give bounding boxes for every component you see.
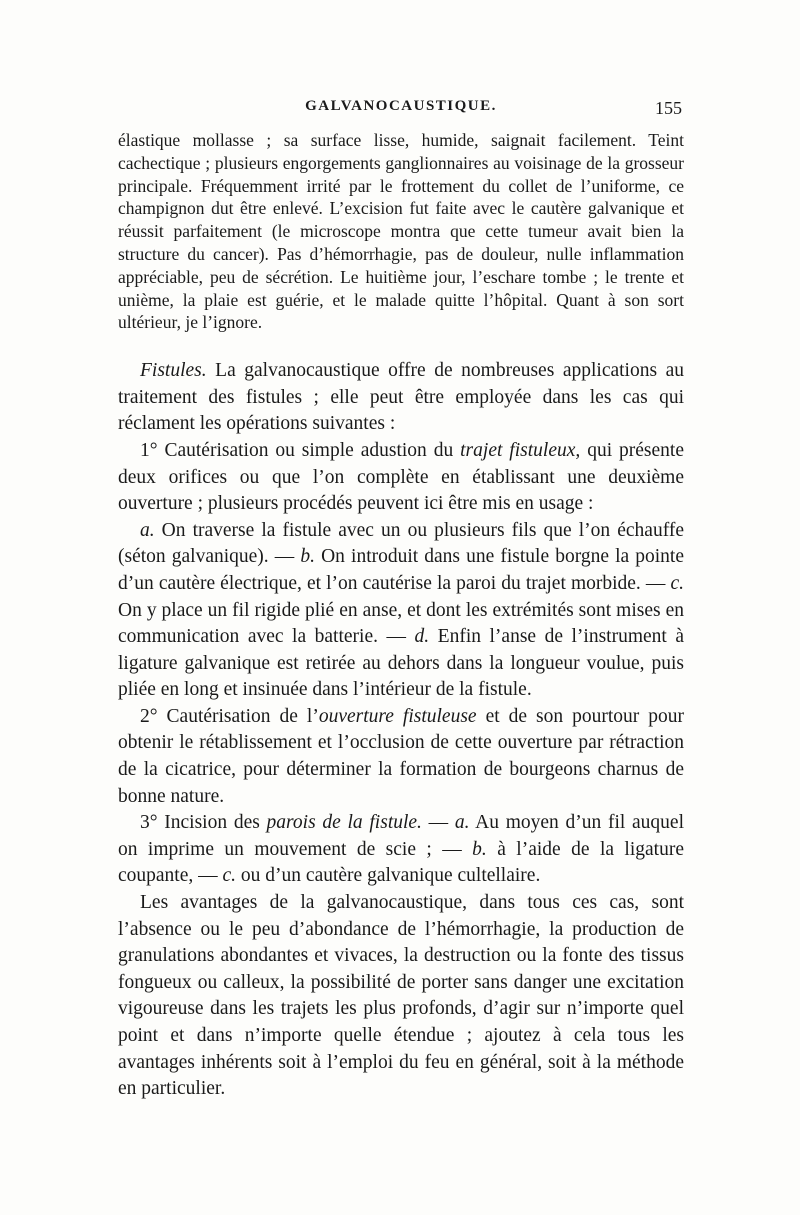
paragraph bbox=[118, 890, 684, 1103]
paragraph bbox=[118, 518, 684, 704]
text-run: élastique mollasse ; sa surface lisse, humide, saignait facilement. Teint cachectique ; plusieurs engorgements ganglionnaires au voisinage de la grosseur principale. Fréquemment irrité par le frottement du collet de l’uniforme, ce champignon dut être enlevé. L’excision fut faite avec le cautère galvanique et réussit parfaitement (le microscope montra que cette tumeur avait bien la structure du cancer). Pas d’hémorrhagie, pas de douleur, nulle inflammation appréciable, peu de sécrétion. Le huitième jour, l’eschare tombe ; le trente et unième, la plaie est guérie, et le malade quitte l’hôpital. Quant à son sort ultérieur, je l’ignore. bbox=[118, 130, 684, 333]
text-run: — bbox=[421, 812, 455, 834]
italic-text: Fistules. bbox=[140, 360, 207, 382]
running-head bbox=[118, 98, 684, 122]
italic-text: ouverture fistuleuse bbox=[318, 705, 477, 727]
paragraph bbox=[118, 358, 684, 438]
running-title: GALVANOCAUSTIQUE. bbox=[305, 98, 497, 114]
italic-text: c. bbox=[222, 865, 237, 887]
paragraph bbox=[118, 438, 684, 518]
text-run: Les avantages de la galvanocaustique, dans tous ces cas, sont l’absence ou le peu d’abondance de l’hémorrhagie, la production de granulations abondantes et vivaces, la destruction ou la fonte des tissus fongueux ou calleux, la possibilité de porter sans danger une excitation vigoureuse dans les trajets les plus profonds, d’agir sur n’importe quel point et dans n’importe quelle étendue ; ajoutez à cela tous les avantages inhérents soit à l’emploi du feu en général, soit à la méthode en particulier. bbox=[118, 892, 684, 1100]
paragraph bbox=[118, 129, 684, 334]
italic-text: b. bbox=[472, 838, 487, 860]
italic-text: a. bbox=[454, 812, 470, 834]
text-run: qui présente deux orifices ou que l’on complète en établissant une deuxième ouverture ; plusieurs procédés peuvent ici être mis en usage : bbox=[118, 439, 684, 515]
body-text bbox=[118, 129, 684, 1103]
text-run: On introduit dans une fistule borgne la pointe d’un cautère électrique, et l’on cautérise la paroi du trajet morbide. — bbox=[118, 546, 685, 594]
paragraph bbox=[118, 704, 684, 810]
paragraph bbox=[118, 810, 684, 890]
italic-text: d. bbox=[414, 626, 430, 648]
text-run: à l’aide de la ligature coupante, — bbox=[118, 838, 684, 887]
text-run: 1° Cautérisation ou simple adustion du bbox=[140, 439, 461, 461]
text-run: La galvanocaustique offre de nombreuses applications au traitement des fistules ; elle peut être employée dans les cas qui réclament les opérations suivantes : bbox=[118, 360, 684, 435]
italic-text: parois de la fistule. bbox=[266, 812, 422, 834]
text-run: On traverse la fistule avec un ou plusieurs fils que l’on échauffe (séton galvanique). — bbox=[118, 519, 684, 568]
italic-text: trajet fistuleux, bbox=[460, 439, 581, 461]
text-run: et de son pourtour pour obtenir le rétablissement et l’occlusion de cette ouverture par rétraction de la cicatrice, pour déterminer la formation de bourgeons charnus de bonne nature. bbox=[118, 705, 685, 807]
text-run: On y place un fil rigide plié en anse, et dont les extrémités sont mises en communication avec la batterie. — bbox=[118, 599, 684, 648]
text-run: 2° Cautérisation de l’ bbox=[140, 705, 319, 727]
italic-text: a. bbox=[140, 519, 155, 541]
text-run: Au moyen d’un fil auquel on imprime un mouvement de scie ; — bbox=[118, 812, 685, 860]
text-run: ou d’un cautère galvanique cultellaire. bbox=[236, 865, 541, 887]
italic-text: b. bbox=[300, 546, 315, 568]
text-run: Enfin l’anse de l’instrument à ligature galvanique est retirée au dehors dans la longueur voulue, puis pliée en long et insinuée dans l’intérieur de la fistule. bbox=[118, 626, 684, 701]
text-run: 3° Incision des bbox=[140, 812, 267, 834]
fistules-section bbox=[118, 358, 684, 1103]
italic-text: c. bbox=[670, 572, 684, 594]
case-report-block bbox=[118, 129, 684, 334]
page-number: 155 bbox=[655, 98, 682, 118]
